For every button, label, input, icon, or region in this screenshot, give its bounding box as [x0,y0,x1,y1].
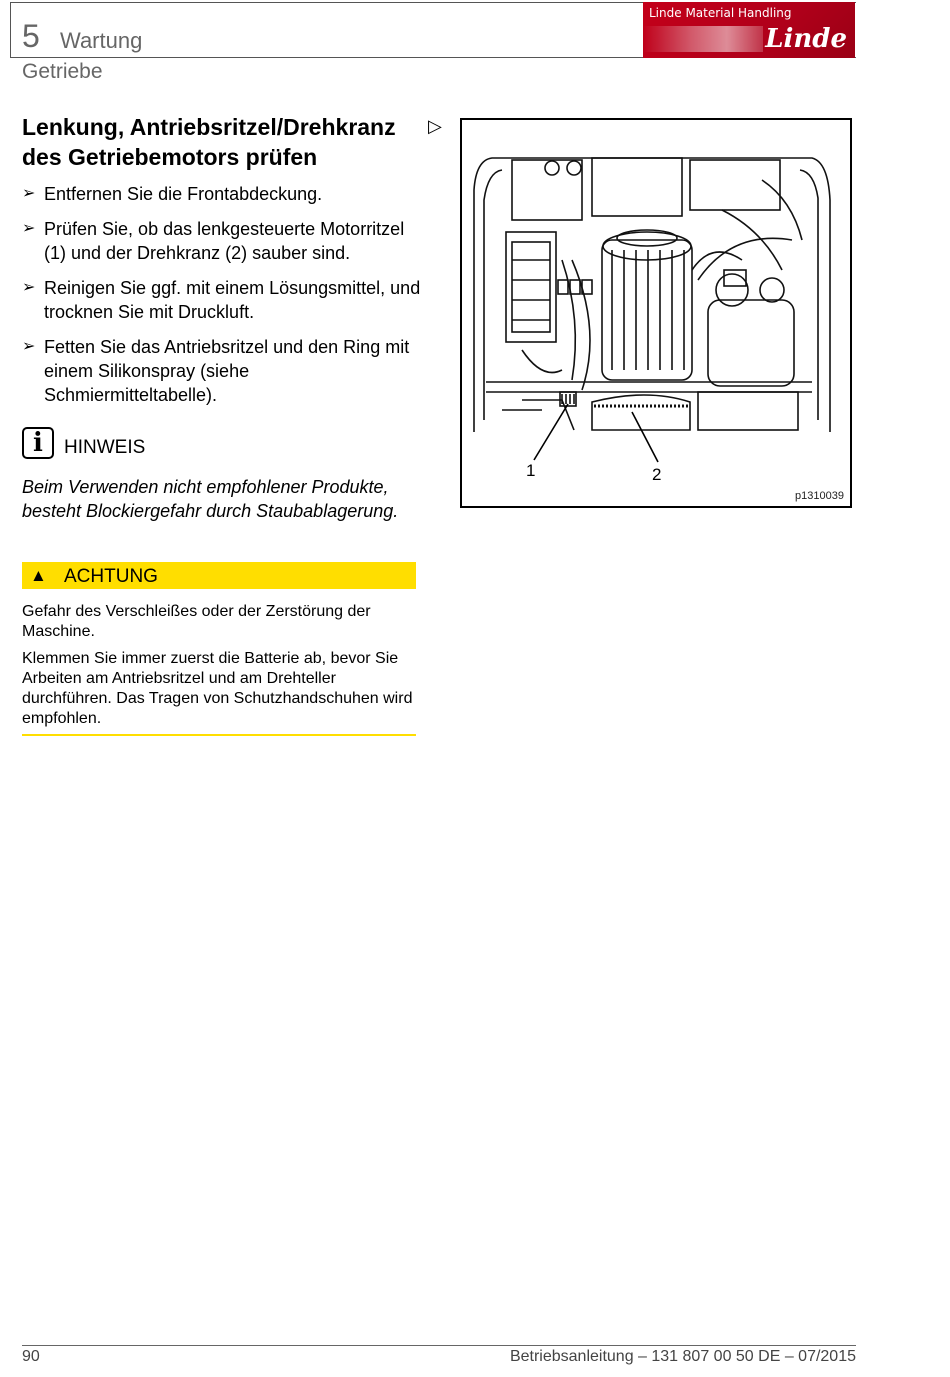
step-text: Reinigen Sie ggf. mit einem Lösungsmittel, und trocknen Sie mit Druckluft. [44,278,421,322]
warning-paragraph: Klemmen Sie immer zuerst die Batterie ab, bevor Sie Arbeiten am Antriebsritzel und am Drehteller durchführen. Das Tragen von Schutzhandschuhen wird empfohlen. [22,650,413,727]
section-heading-line1: Lenkung, Antriebsritzel/Drehkranz [22,114,396,140]
logo-company-name: Linde Material Handling [649,6,792,20]
arrow-bullet-icon: ➢ [22,185,36,202]
note-text: Beim Verwenden nicht empfohlener Produkte, besteht Blockiergefahr durch Staubablagerung. [22,477,399,521]
step-text: Prüfen Sie, ob das lenkgesteuerte Motorritzel (1) und der Drehkranz (2) sauber sind. [44,219,405,263]
warning-text [22,602,422,736]
info-icon: i [22,427,54,459]
arrow-bullet-icon: ➢ [22,338,36,355]
note-header [22,427,416,463]
logo-stripes [643,26,763,52]
arrow-bullet-icon: ➢ [22,220,36,237]
section-heading-line2: des Getriebemotors prüfen [22,144,318,170]
section-heading [22,112,422,172]
callout-2: 2 [652,465,662,484]
subsection-title: Getriebe [22,60,103,83]
continue-triangle-icon: ▷ [428,116,442,136]
instruction-step [22,217,422,265]
instruction-step [22,335,422,407]
drive-unit-illustration [462,120,850,506]
chapter-number: 5 [22,18,40,54]
arrow-bullet-icon: ➢ [22,279,36,296]
drive-unit-figure [460,118,852,508]
page-number: 90 [22,1348,40,1365]
footer-rule [22,1345,856,1346]
instruction-step [22,276,422,324]
figure-id: p1310039 [795,490,844,502]
document-reference: Betriebsanleitung – 131 807 00 50 DE – 07/2015 [509,1348,856,1365]
warning-label: ACHTUNG [64,566,158,587]
chapter-title: Wartung [60,28,143,53]
callout-1: 1 [526,461,536,480]
instruction-step [22,182,422,206]
warning-end-rule [22,734,416,736]
warning-paragraph: Gefahr des Verschleißes oder der Zerstörung der Maschine. [22,603,371,640]
linde-logo [643,2,855,58]
warning-bar [22,562,416,589]
instruction-steps [22,182,422,418]
note-label: HINWEIS [64,437,146,458]
logo-brand: Linde [765,24,847,54]
step-text: Fetten Sie das Antriebsritzel und den Ring mit einem Silikonspray (siehe Schmiermitteltabelle). [44,337,410,405]
warning-triangle-icon: ▲ [30,566,47,585]
step-text: Entfernen Sie die Frontabdeckung. [44,184,323,204]
